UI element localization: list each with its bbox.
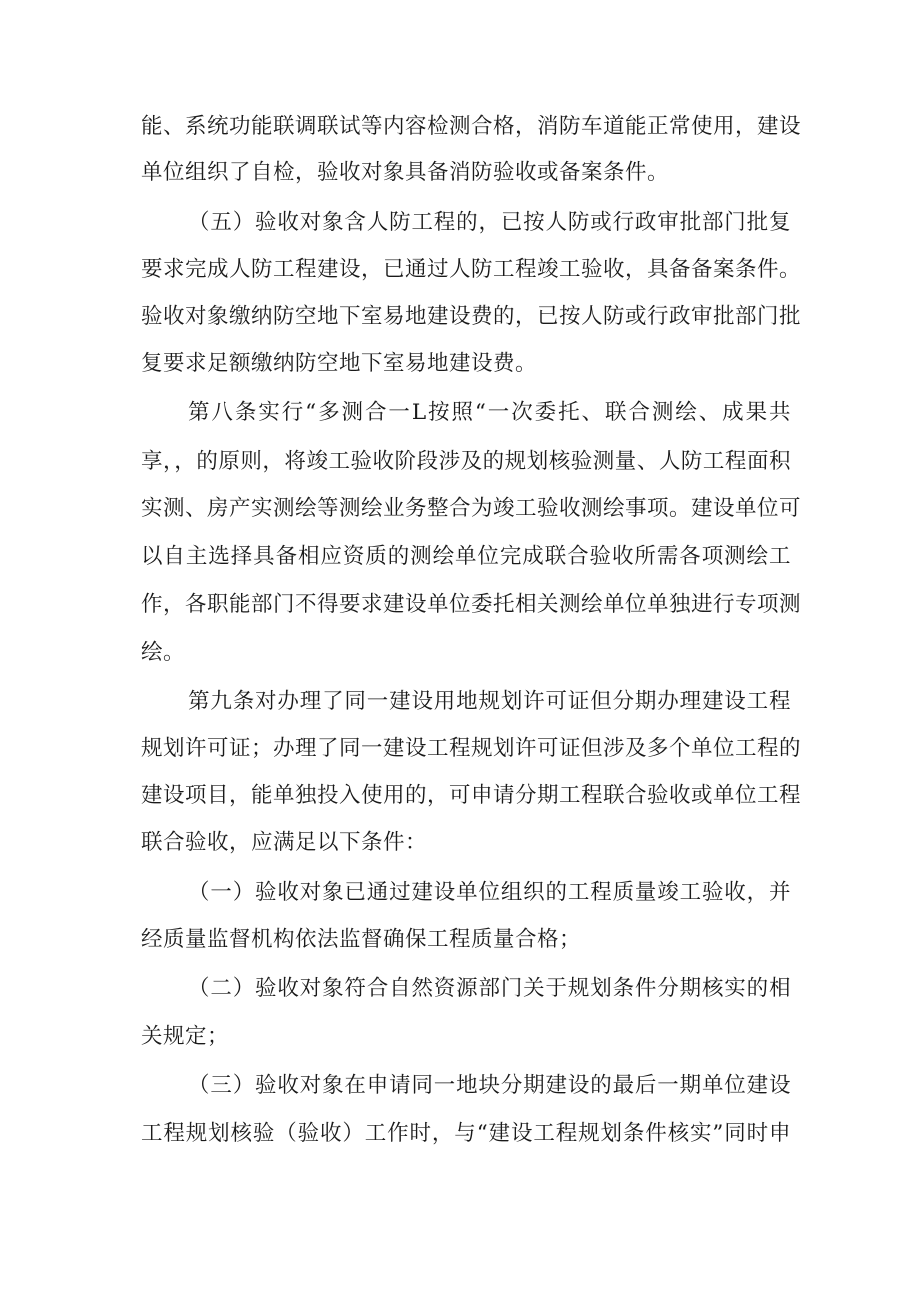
text-line: （二）验收对象符合自然资源部门关于规划条件分期核实的相 [188, 976, 791, 1001]
text-line: 经质量监督机构依法监督确保工程质量合格； [141, 927, 582, 952]
text-line: 建设项目，能单独投入使用的，可申请分期工程联合验收或单位工程 [141, 783, 802, 808]
text-line: 规划许可证；办理了同一建设工程规划许可证但涉及多个单位工程的 [141, 736, 802, 761]
text-line: （五）验收对象含人防工程的，已按人防或行政审批部门批复 [188, 210, 791, 235]
text-line: 作，各职能部门不得要求建设单位委托相关测绘单位单独进行专项测 [141, 592, 802, 617]
text-line: 联合验收，应满足以下条件： [141, 830, 428, 855]
text-line: （一）验收对象已通过建设单位组织的工程质量竣工验收，并 [188, 880, 791, 905]
text-line: 复要求足额缴纳防空地下室易地建设费。 [141, 351, 538, 376]
text-line: 关规定； [141, 1024, 230, 1049]
text-line: 单位组织了自检，验收对象具备消防验收或备案条件。 [141, 160, 670, 185]
text-line: 以自主选择具备相应资质的测绘单位完成联合验收所需各项测绘工 [141, 544, 791, 569]
text-line: 第八条实行“多测合一L按照“一次委托、联合测绘、成果共 [188, 400, 791, 425]
text-line: 工程规划核验（验收）工作时，与“建设工程规划条件核实”同时申 [141, 1121, 791, 1146]
text-line: 要求完成人防工程建设，已通过人防工程竣工验收，具备备案条件。 [141, 257, 802, 282]
text-line: 绘。 [141, 640, 186, 665]
text-line: 验收对象缴纳防空地下室易地建设费的，已按人防或行政审批部门批 [141, 304, 802, 329]
text-line: 享，，的原则，将竣工验收阶段涉及的规划核验测量、人防工程面积 [141, 449, 791, 474]
text-line: 能、系统功能联调联试等内容检测合格，消防车道能正常使用，建设 [141, 114, 802, 139]
text-line: （三）验收对象在申请同一地块分期建设的最后一期单位建设 [188, 1073, 791, 1098]
text-line: 实测、房产实测绘等测绘业务整合为竣工验收测绘事项。建设单位可 [141, 496, 802, 521]
text-line: 第九条对办理了同一建设用地规划许可证但分期办理建设工程 [188, 689, 791, 714]
